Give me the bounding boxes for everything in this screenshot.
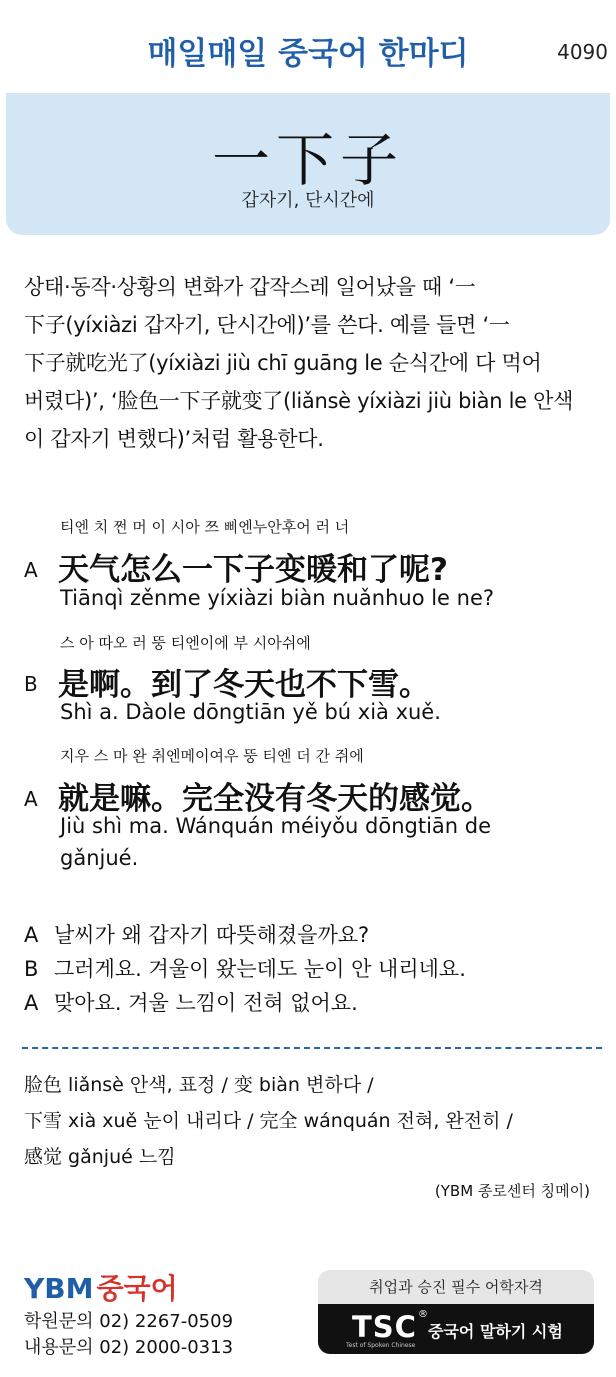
translation-text: 그러게요. 겨울이 왔는데도 눈이 안 내리네요. <box>54 957 466 981</box>
pinyin-line: Jiù shì ma. Wánquán méiyǒu dōngtiān de gǎnjué. <box>60 814 492 870</box>
chinese-sentence: 就是嘛。完全没有冬天的感觉。 <box>58 781 492 817</box>
page-title: 매일매일 중국어 한마디 <box>147 36 469 72</box>
dashed-divider <box>22 1047 602 1049</box>
registered-mark: ® <box>418 1309 428 1320</box>
tsc-logo: TSC <box>352 1310 417 1344</box>
translation-text: 맞아요. 겨울 느낌이 전혀 없어요. <box>54 991 358 1015</box>
intro-line: 버렸다)’, ‘脸色一下子就变了(liǎnsè yíxiàzi jiù biàn le 안색 <box>24 389 574 413</box>
pronunciation-guide: 스 아 따오 러 뚱 티엔이에 부 시아쉬에 <box>60 634 311 652</box>
vocabulary-list <box>24 1067 604 1175</box>
title-meaning: 갑자기, 단시간에 <box>241 190 375 211</box>
chinese-sentence: 是啊。到了冬天也不下雪。 <box>58 667 430 703</box>
academy-contact: 학원문의 02) 2267-0509 <box>24 1311 234 1332</box>
title-expression: 一下子 <box>211 126 404 194</box>
translation-block <box>24 918 604 1020</box>
intro-line: 이 갑자기 변했다)’처럼 활용한다. <box>24 427 324 451</box>
speaker-label: A <box>24 558 38 582</box>
intro-line: 下子(yíxiàzi 갑자기, 단시간에)’를 쓴다. 예를 들면 ‘一 <box>24 313 510 337</box>
pinyin-line: Shì a. Dàole dōngtiān yě bú xià xuě. <box>60 700 441 724</box>
intro-line: 상태·동작·상황의 변화가 갑작스레 일어났을 때 ‘一 <box>24 275 476 299</box>
title-card <box>6 93 610 235</box>
vocab-line: 下雪 xià xuě 눈이 내리다 / 完全 wánquán 전혀, 완전히 / <box>24 1110 513 1132</box>
pronunciation-guide: 티엔 치 쩐 머 이 시아 쯔 삐엔누안후어 러 너 <box>60 518 350 536</box>
speaker-label: B <box>24 957 39 981</box>
logo-text: 중국어 <box>96 1272 178 1305</box>
pronunciation-guide: 지우 스 마 완 취엔메이여우 뚱 티엔 더 간 쥐에 <box>60 747 364 765</box>
tsc-subtitle: Test of Spoken Chinese <box>346 1342 416 1349</box>
speaker-label: A <box>24 787 38 811</box>
vocab-line: 脸色 liǎnsè 안색, 표정 / 变 biàn 변하다 / <box>24 1074 374 1096</box>
translation-text: 날씨가 왜 갑자기 따뜻해졌을까요? <box>54 923 370 947</box>
tsc-bar <box>318 1304 594 1354</box>
intro-line: 下子就吃光了(yíxiàzi jiù chī guāng le 순식간에 다 먹어 <box>24 351 542 375</box>
chinese-sentence: 天气怎么一下子变暖和了呢? <box>58 552 448 588</box>
translation-line <box>24 952 604 986</box>
speaker-label: A <box>24 991 39 1015</box>
intro-paragraph <box>24 268 600 458</box>
speaker-label: B <box>24 672 38 696</box>
speaker-label: A <box>24 923 39 947</box>
tsc-banner <box>318 1270 594 1354</box>
logo-brand: YBM <box>24 1272 94 1305</box>
pinyin-line: Tiānqì zěnme yíxiàzi biàn nuǎnhuo le ne? <box>60 586 495 610</box>
tsc-exam-name: 중국어 말하기 시험 <box>428 1322 563 1341</box>
content-contact: 내용문의 02) 2000-0313 <box>24 1337 234 1358</box>
translation-line <box>24 986 604 1020</box>
translation-line <box>24 918 604 952</box>
source-credit: (YBM 종로센터 칭메이) <box>434 1182 590 1200</box>
vocab-line: 感觉 gǎnjué 느낌 <box>24 1146 176 1168</box>
issue-number: 4090 <box>557 40 608 64</box>
ybm-logo <box>24 1267 178 1307</box>
tsc-tagline: 취업과 승진 필수 어학자격 <box>369 1278 543 1296</box>
